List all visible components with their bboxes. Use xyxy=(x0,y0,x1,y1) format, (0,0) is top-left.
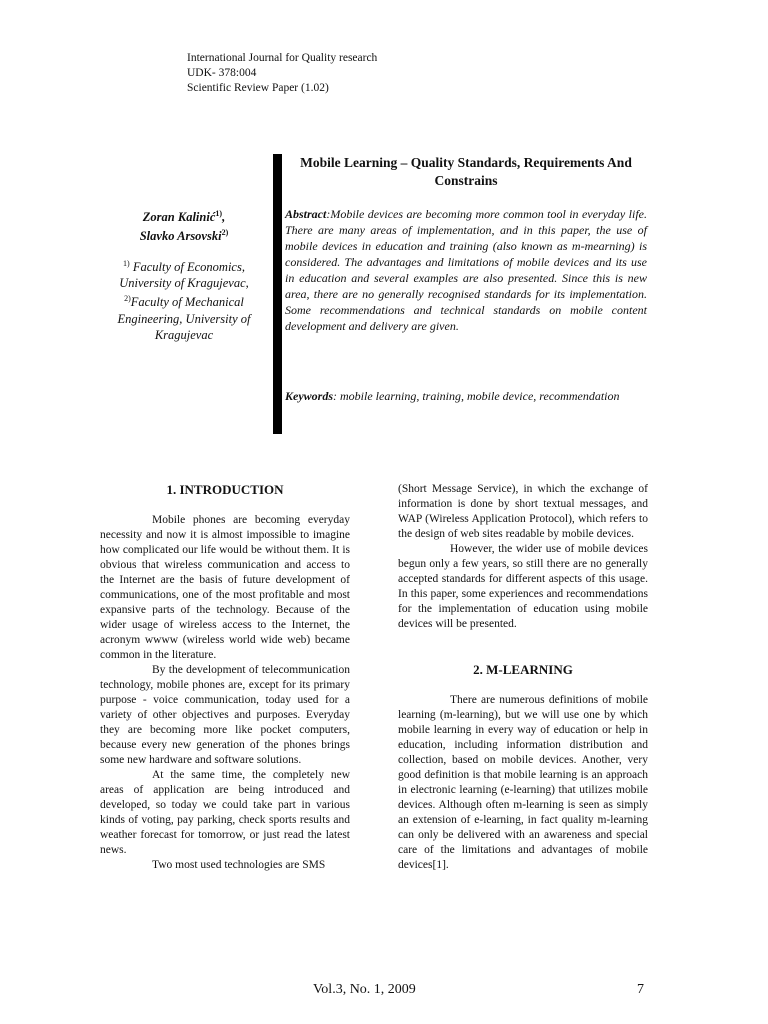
author-names xyxy=(100,206,268,244)
keywords-text: : mobile learning, training, mobile device, recommendation xyxy=(333,389,620,403)
author-1-sup: 1) xyxy=(215,209,223,218)
paper-title: Mobile Learning – Quality Standards, Requirements And Constrains xyxy=(300,155,632,188)
page-number: 7 xyxy=(637,982,644,997)
right-column xyxy=(398,482,648,873)
m-learning-paragraph-1: There are numerous definitions of mobile learning (m-learning), but we will use one by which mobile learning in every way of education or help in education, including information distribution and collection, based on mobile devices. Another, very good definition is that mobile learning is an approach in electronic learning (e-learning) that utilizes mobile devices. Although often m-learning is seen as simply an extension of e-learning, in fact quality m-learning can only be delivered with an awareness and special care of the limitations and advantages of mobile devices[1]. xyxy=(398,694,648,871)
section-heading-introduction: 1. INTRODUCTION xyxy=(166,482,284,497)
left-column xyxy=(100,482,350,873)
affiliations xyxy=(100,256,268,342)
author-2-sup: 2) xyxy=(221,228,229,238)
affiliation-2-sup: 2) xyxy=(124,294,131,304)
intro-paragraph-3: At the same time, the completely new areas of application are being introduced and developed, so today we could take part in various kinds of voting, pay parking, check sports results and weather forecast for tomorrow, or just read the latest news. xyxy=(100,769,350,856)
intro-paragraph-1: Mobile phones are becoming everyday necessity and now it is almost impossible to imagine how complicated our life would be without them. It is obvious that wireless communication and access to the Internet are the basis of future development of communications, one of the most profitable and most expansive parts of the technology. Because of the wider usage of wireless access to the Internet, the acronym wwww (wireless world wide web) became common in the literature. xyxy=(100,514,350,661)
intro-paragraph-5: However, the wider use of mobile devices begun only a few years, so still there are no generally accepted standards for different aspects of this usage. In this paper, some experiences and recommendations for the implementation of education using mobile devices will be presented. xyxy=(398,543,648,630)
author-1: Zoran Kalinić xyxy=(142,210,216,225)
intro-paragraph-4-continued: (Short Message Service), in which the exchange of information is done by short textual messages, and WAP (Wireless Application Protocol), which refers to the design of web sites readable by mobile devices. xyxy=(398,483,648,540)
journal-name: International Journal for Quality research xyxy=(187,52,378,64)
udk-code: UDK- 378:004 xyxy=(187,67,257,79)
author-block xyxy=(100,206,268,343)
intro-paragraph-2: By the development of telecommunication technology, mobile phones are, except for its primary purpose - voice communication, today used for a variety of other objectives and purposes. Everyday they are becoming more like pocket computers, because every new generation of the phones brings some new hardware and software solutions. xyxy=(100,664,350,766)
author-1-suffix: , xyxy=(222,210,226,225)
journal-header xyxy=(187,51,377,96)
author-2: Slavko Arsovski xyxy=(139,229,222,244)
keywords-label: Keywords xyxy=(285,389,333,403)
affiliation-1: Faculty of Economics, University of Kragujevac, xyxy=(119,260,249,291)
abstract xyxy=(285,206,647,334)
section-heading-m-learning: 2. M-LEARNING xyxy=(473,662,573,677)
paper-type: Scientific Review Paper (1.02) xyxy=(187,82,329,94)
affiliation-1-sup: 1) xyxy=(123,259,130,269)
title-divider-bar xyxy=(273,154,282,434)
keywords xyxy=(285,388,647,404)
abstract-text: :Mobile devices are becoming more common tool in everyday life. There are many areas of implementation, and in this paper, the use of mobile devices in education and training (also known as m-mearning) is considered. The advantages and limitations of mobile devices and its use in education and several examples are also presented. Since this is new area, there are no generally recognised standards for its implementation. Some recommendations and technical standards on mobile content development and delivery are given. xyxy=(285,207,647,333)
intro-paragraph-4: Two most used technologies are SMS xyxy=(152,859,326,871)
affiliation-2: Faculty of Mechanical Engineering, University of Kragujevac xyxy=(117,295,251,342)
abstract-label: Abstract xyxy=(285,207,327,221)
footer-volume: Vol.3, No. 1, 2009 xyxy=(313,982,416,997)
